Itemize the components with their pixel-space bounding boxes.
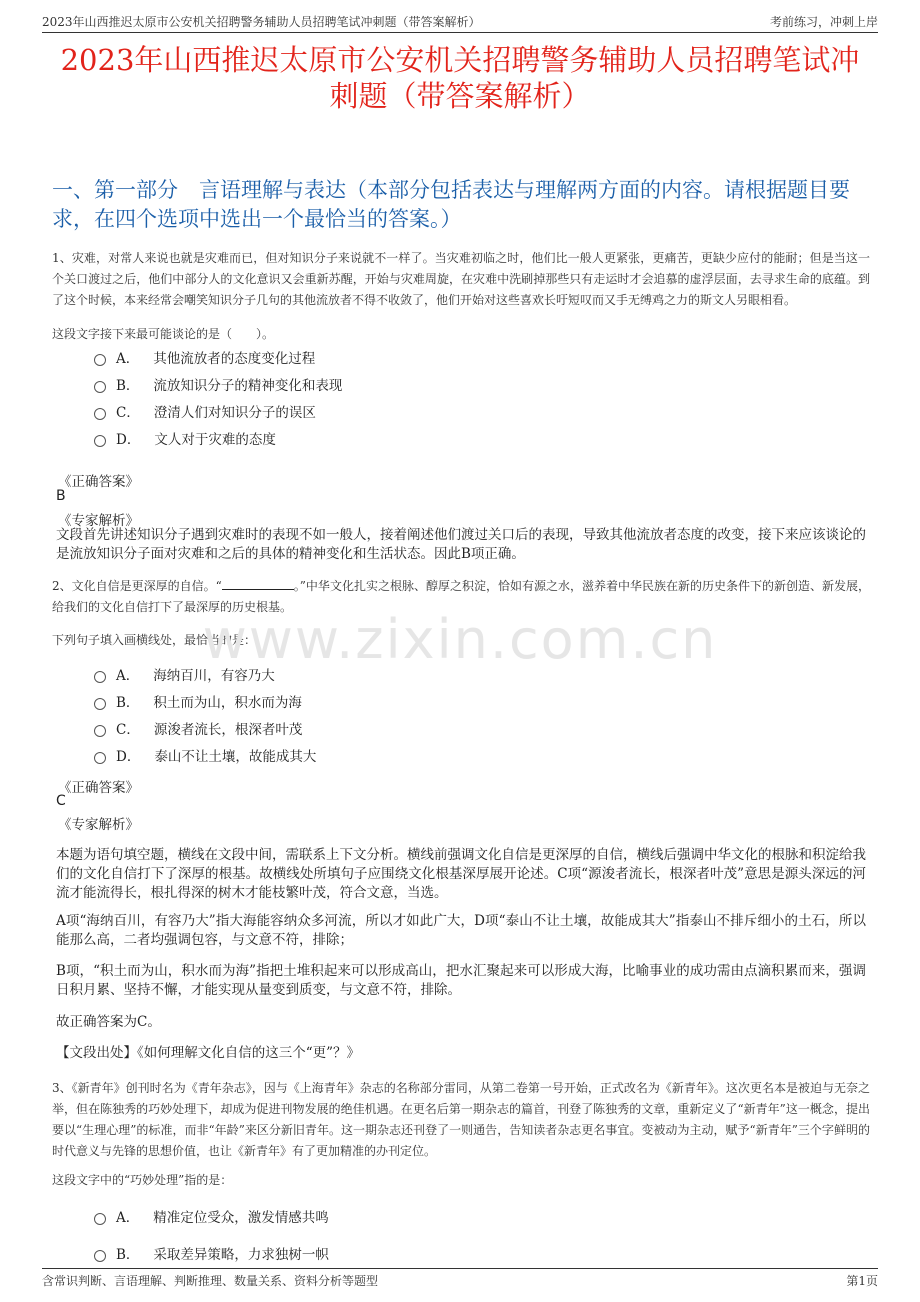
q1-option-d[interactable]: D． 文人对于灾难的态度 (94, 428, 276, 448)
q2-option-c[interactable]: C． 源浚者流长，根深者叶茂 (94, 718, 302, 738)
footer-topics: 含常识判断、言语理解、判断推理、数量关系、资料分析等题型 (42, 1274, 379, 1288)
q2-source: 【文段出处】《如何理解文化自信的这三个“更”？》 (56, 1045, 361, 1061)
q2-analysis-para-3: B项，“积土而为山，积水而为海”指把土堆积起来可以形成高山，把水汇聚起来可以形成大海，比喻事业的成功需由点滴积累而来，强调日积月累、坚持不懈，才能实现从量变到质变，与文意不符，排除。 (56, 963, 866, 998)
radio-icon[interactable] (94, 381, 106, 393)
radio-icon[interactable] (94, 1250, 106, 1262)
q2-analysis-para-4: 故正确答案为C。 (56, 1014, 161, 1030)
radio-icon[interactable] (94, 752, 106, 764)
q1-answer-label: 《正确答案》 (58, 474, 139, 490)
question-3-stem: 3、《新青年》创刊时名为《青年杂志》，因与《上海青年》杂志的名称部分雷同，从第二卷第一号开始，正式改名为《新青年》。这次更名本是被迫与无奈之举，但在陈独秀的巧妙处理下，却成为促进刊物发展的绝佳机遇。在更名后第一期杂志的篇首，刊登了陈独秀的文章，重新定义了“新青年”这一概念，提出要以“生理心理”的标准，而非“年龄”来区分新旧青年。这一期杂志还刊登了一则通告，告知读者杂志更名事宜。变被动为主动，赋予“新青年”三个字鲜明的时代意义与先锋的思想价值，也让《新青年》有了更加精准的办刊定位。 (52, 1081, 870, 1158)
question-2-prompt: 下列句子填入画横线处，最恰当的是： (52, 633, 257, 647)
q1-option-c[interactable]: C． 澄清人们对知识分子的误区 (94, 401, 316, 421)
question-3-prompt: 这段文字中的“巧妙处理”指的是： (52, 1173, 233, 1187)
radio-icon[interactable] (94, 725, 106, 737)
q1-analysis: 文段首先讲述知识分子遇到灾难时的表现不如一般人，接着阐述他们渡过关口后的表现，导致其他流放者态度的改变，接下来应该谈论的是流放知识分子面对灾难和之后的具体的精神变化和生活状态。因此B项正确。 (56, 527, 866, 562)
page-number: 第1页 (846, 1274, 878, 1288)
q3-option-b[interactable]: B． 采取差异策略，力求独树一帜 (94, 1243, 329, 1263)
q2-answer-label: 《正确答案》 (58, 780, 139, 796)
q1-answer: B (56, 488, 66, 504)
q2-option-a[interactable]: A． 海纳百川，有容乃大 (94, 664, 275, 684)
q2-analysis-para-2: A项“海纳百川，有容乃大”指大海能容纳众多河流，所以才如此广大，D项“泰山不让土壤，故能成其大”指泰山不排斥细小的土石，所以能那么高，二者均强调包容，与文意不符，排除； (56, 913, 866, 948)
header-doc-title: 2023年山西推迟太原市公安机关招聘警务辅助人员招聘笔试冲刺题（带答案解析） (42, 15, 481, 29)
question-1-stem: 1、灾难，对常人来说也就是灾难而已，但对知识分子来说就不一样了。当灾难初临之时，他们比一般人更紧张，更痛苦，更缺少应付的能耐；但是当这一个关口渡过之后，他们中部分人的文化意识又会重新苏醒，开始与灾难周旋，在灾难中洗刷掉那些只有走运时才会追慕的虚浮层面，去寻求生命的底蕴。到了这个时候，本来经常会嘲笑知识分子几句的其他流放者不得不收敛了，他们开始对这些喜欢长吁短叹而又手无缚鸡之力的斯文人另眼相看。 (52, 251, 870, 307)
section-heading: 一、第一部分 言语理解与表达（本部分包括表达与理解两方面的内容。请根据题目要求，在四个选项中选出一个最恰当的答案。） (52, 178, 850, 231)
q2-analysis-label: 《专家解析》 (58, 817, 139, 833)
radio-icon[interactable] (94, 698, 106, 710)
q2-option-b[interactable]: B． 积土而为山，积水而为海 (94, 691, 302, 711)
radio-icon[interactable] (94, 354, 106, 366)
radio-icon[interactable] (94, 1213, 106, 1225)
q3-option-a[interactable]: A． 精准定位受众，激发情感共鸣 (94, 1206, 329, 1226)
radio-icon[interactable] (94, 435, 106, 447)
page-header (42, 10, 878, 33)
question-2-stem: 2、文化自信是更深厚的自信。“ 。”中华文化扎实之根脉、醇厚之积淀，恰如有源之水，滋养着中华民族在新的历史条件下的新创造、新发展，给我们的文化自信打下了最深厚的历史根基。 (52, 579, 870, 614)
q2-analysis-para-1: 本题为语句填空题，横线在文段中间，需联系上下文分析。横线前强调文化自信是更深厚的自信，横线后强调中华文化的根脉和积淀给我们的文化自信打下了深厚的根基。故横线处所填句子应围绕文化根基深厚展开论述。C项“源浚者流长，根深者叶茂”意思是源头深远的河流才能流得长，根扎得深的树木才能枝繁叶茂，符合文意，当选。 (56, 847, 866, 901)
q1-analysis-label: 《专家解析》 (58, 513, 139, 529)
q2-answer: C (56, 793, 66, 809)
q2-option-d[interactable]: D． 泰山不让土壤，故能成其大 (94, 745, 316, 765)
fill-blank (222, 578, 294, 590)
q1-option-b[interactable]: B． 流放知识分子的精神变化和表现 (94, 374, 342, 394)
page-title: 2023年山西推迟太原市公安机关招聘警务辅助人员招聘笔试冲刺题（带答案解析） (60, 43, 860, 113)
radio-icon[interactable] (94, 408, 106, 420)
header-slogan: 考前练习，冲刺上岸 (769, 15, 878, 29)
radio-icon[interactable] (94, 671, 106, 683)
question-1-prompt: 这段文字接下来最可能谈论的是（ ）。 (52, 327, 275, 341)
page-footer (42, 1268, 878, 1291)
q1-option-a[interactable]: A． 其他流放者的态度变化过程 (94, 347, 315, 367)
watermark: www.zixin.com.cn (202, 608, 718, 671)
